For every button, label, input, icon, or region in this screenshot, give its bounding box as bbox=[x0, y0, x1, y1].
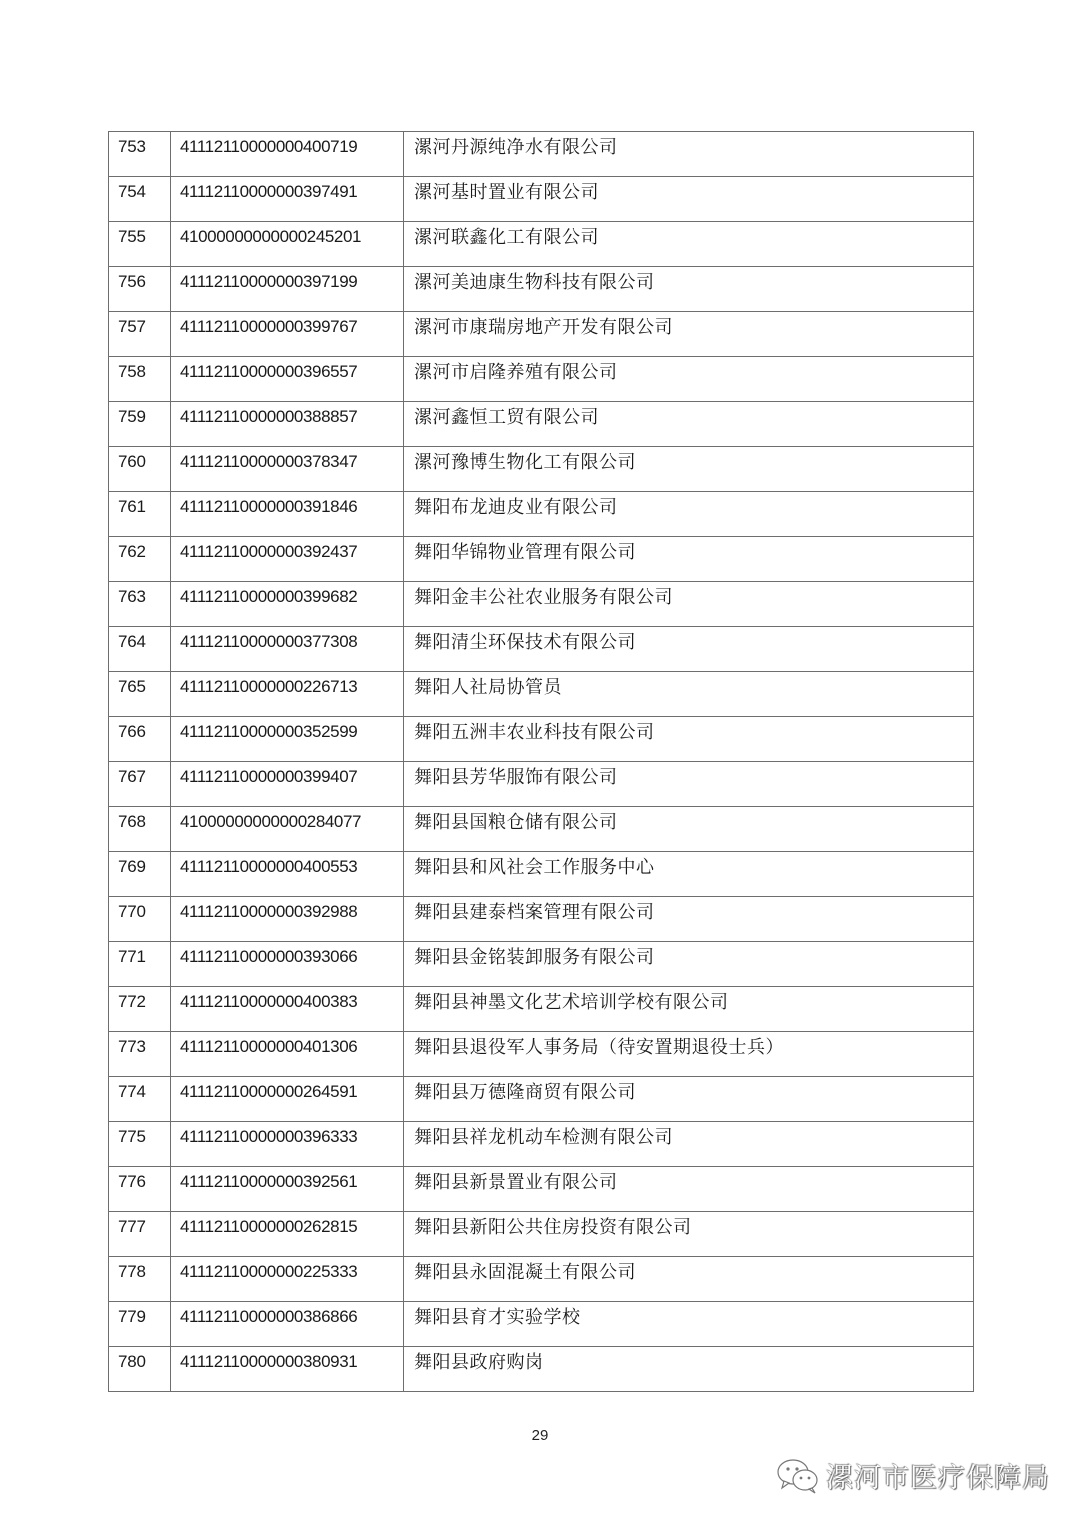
unit-name-cell bbox=[404, 1302, 974, 1347]
row-number-cell bbox=[109, 897, 171, 942]
unit-code-cell-text: 41000000000000245201 bbox=[180, 227, 362, 245]
row-number-cell-text: 762 bbox=[118, 542, 146, 560]
row-number-cell bbox=[109, 177, 171, 222]
table-row bbox=[109, 987, 974, 1032]
table-row bbox=[109, 1212, 974, 1257]
unit-code-cell bbox=[171, 1257, 404, 1302]
unit-name-cell-text: 舞阳县国粮仓储有限公司 bbox=[414, 812, 618, 831]
unit-name-cell-text: 舞阳县和风社会工作服务中心 bbox=[414, 857, 655, 876]
unit-name-cell bbox=[404, 627, 974, 672]
unit-name-cell-text: 舞阳县育才实验学校 bbox=[414, 1307, 581, 1326]
unit-code-cell-text: 41112110000000392988 bbox=[180, 902, 358, 920]
unit-code-cell bbox=[171, 402, 404, 447]
table-row bbox=[109, 132, 974, 177]
table-row bbox=[109, 627, 974, 672]
table-row bbox=[109, 1077, 974, 1122]
table-row bbox=[109, 1302, 974, 1347]
unit-code-cell-text: 41112110000000396333 bbox=[180, 1127, 358, 1145]
unit-name-cell-text: 舞阳华锦物业管理有限公司 bbox=[414, 542, 636, 561]
unit-code-cell-text: 41112110000000396557 bbox=[180, 362, 358, 380]
row-number-cell-text: 753 bbox=[118, 137, 146, 155]
table-row bbox=[109, 402, 974, 447]
table-row bbox=[109, 357, 974, 402]
unit-code-cell bbox=[171, 1212, 404, 1257]
table-row bbox=[109, 762, 974, 807]
unit-name-cell bbox=[404, 807, 974, 852]
unit-code-cell bbox=[171, 1122, 404, 1167]
employer-list-table bbox=[108, 131, 974, 1392]
watermark-text: 漯河市医疗保障局 bbox=[826, 1463, 1050, 1493]
unit-code-cell bbox=[171, 447, 404, 492]
row-number-cell bbox=[109, 402, 171, 447]
row-number-cell-text: 770 bbox=[118, 902, 146, 920]
row-number-cell-text: 776 bbox=[118, 1172, 146, 1190]
unit-name-cell-text: 漯河市启隆养殖有限公司 bbox=[414, 362, 618, 381]
unit-code-cell bbox=[171, 267, 404, 312]
row-number-cell bbox=[109, 762, 171, 807]
row-number-cell-text: 772 bbox=[118, 992, 146, 1010]
unit-code-cell-text: 41112110000000262815 bbox=[180, 1217, 358, 1235]
unit-name-cell bbox=[404, 1077, 974, 1122]
row-number-cell bbox=[109, 942, 171, 987]
unit-code-cell bbox=[171, 1167, 404, 1212]
unit-code-cell-text: 41112110000000386866 bbox=[180, 1307, 358, 1325]
unit-name-cell-text: 舞阳五洲丰农业科技有限公司 bbox=[414, 722, 655, 741]
row-number-cell-text: 761 bbox=[118, 497, 146, 515]
unit-code-cell bbox=[171, 762, 404, 807]
unit-name-cell-text: 舞阳县祥龙机动车检测有限公司 bbox=[414, 1127, 673, 1146]
page-number: 29 bbox=[531, 1427, 549, 1444]
unit-code-cell-text: 41112110000000226713 bbox=[180, 677, 358, 695]
table-row bbox=[109, 852, 974, 897]
table-row bbox=[109, 1167, 974, 1212]
table-row bbox=[109, 717, 974, 762]
unit-code-cell-text: 41112110000000377308 bbox=[180, 632, 358, 650]
unit-name-cell-text: 漯河联鑫化工有限公司 bbox=[414, 227, 599, 246]
unit-name-cell-text: 漯河市康瑞房地产开发有限公司 bbox=[414, 317, 673, 336]
unit-code-cell-text: 41112110000000400719 bbox=[180, 137, 358, 155]
unit-name-cell-text: 舞阳人社局协管员 bbox=[414, 677, 562, 696]
unit-code-cell-text: 41112110000000378347 bbox=[180, 452, 358, 470]
row-number-cell bbox=[109, 1122, 171, 1167]
table-row bbox=[109, 177, 974, 222]
unit-name-cell bbox=[404, 897, 974, 942]
table-row bbox=[109, 1032, 974, 1077]
row-number-cell-text: 768 bbox=[118, 812, 146, 830]
row-number-cell bbox=[109, 447, 171, 492]
unit-code-cell-text: 41112110000000399767 bbox=[180, 317, 358, 335]
unit-name-cell bbox=[404, 312, 974, 357]
unit-code-cell-text: 41112110000000399682 bbox=[180, 587, 358, 605]
row-number-cell bbox=[109, 807, 171, 852]
unit-name-cell-text: 舞阳县神墨文化艺术培训学校有限公司 bbox=[414, 992, 729, 1011]
unit-name-cell-text: 漯河鑫恒工贸有限公司 bbox=[414, 407, 599, 426]
row-number-cell bbox=[109, 312, 171, 357]
unit-code-cell-text: 41112110000000400553 bbox=[180, 857, 358, 875]
table-row bbox=[109, 537, 974, 582]
unit-name-cell bbox=[404, 762, 974, 807]
row-number-cell bbox=[109, 492, 171, 537]
row-number-cell-text: 765 bbox=[118, 677, 146, 695]
unit-code-cell-text: 41112110000000225333 bbox=[180, 1262, 358, 1280]
row-number-cell-text: 766 bbox=[118, 722, 146, 740]
row-number-cell bbox=[109, 1347, 171, 1392]
unit-code-cell bbox=[171, 357, 404, 402]
unit-code-cell bbox=[171, 897, 404, 942]
unit-name-cell-text: 舞阳县芳华服饰有限公司 bbox=[414, 767, 618, 786]
row-number-cell-text: 777 bbox=[118, 1217, 146, 1235]
unit-code-cell bbox=[171, 1077, 404, 1122]
unit-name-cell bbox=[404, 132, 974, 177]
row-number-cell-text: 757 bbox=[118, 317, 146, 335]
table-row bbox=[109, 312, 974, 357]
row-number-cell bbox=[109, 1257, 171, 1302]
wechat-icon bbox=[776, 1457, 820, 1495]
row-number-cell bbox=[109, 582, 171, 627]
table-row bbox=[109, 1347, 974, 1392]
unit-name-cell-text: 漯河美迪康生物科技有限公司 bbox=[414, 272, 655, 291]
unit-name-cell-text: 舞阳县万德隆商贸有限公司 bbox=[414, 1082, 636, 1101]
row-number-cell bbox=[109, 222, 171, 267]
unit-code-cell-text: 41112110000000352599 bbox=[180, 722, 358, 740]
table-row bbox=[109, 942, 974, 987]
unit-code-cell bbox=[171, 222, 404, 267]
unit-code-cell-text: 41112110000000401306 bbox=[180, 1037, 358, 1055]
row-number-cell bbox=[109, 1302, 171, 1347]
row-number-cell bbox=[109, 852, 171, 897]
unit-name-cell bbox=[404, 357, 974, 402]
row-number-cell-text: 771 bbox=[118, 947, 146, 965]
unit-code-cell-text: 41112110000000397199 bbox=[180, 272, 358, 290]
unit-code-cell bbox=[171, 852, 404, 897]
unit-code-cell-text: 41112110000000393066 bbox=[180, 947, 358, 965]
table-row bbox=[109, 447, 974, 492]
unit-name-cell bbox=[404, 942, 974, 987]
row-number-cell-text: 763 bbox=[118, 587, 146, 605]
unit-name-cell bbox=[404, 492, 974, 537]
unit-code-cell bbox=[171, 492, 404, 537]
unit-name-cell bbox=[404, 852, 974, 897]
row-number-cell bbox=[109, 357, 171, 402]
row-number-cell-text: 769 bbox=[118, 857, 146, 875]
table-body bbox=[109, 132, 974, 1392]
row-number-cell bbox=[109, 1212, 171, 1257]
row-number-cell bbox=[109, 267, 171, 312]
row-number-cell bbox=[109, 627, 171, 672]
unit-code-cell bbox=[171, 1302, 404, 1347]
unit-name-cell-text: 舞阳县金铭装卸服务有限公司 bbox=[414, 947, 655, 966]
unit-name-cell bbox=[404, 1212, 974, 1257]
unit-name-cell bbox=[404, 177, 974, 222]
wechat-watermark bbox=[776, 1456, 1050, 1495]
unit-name-cell-text: 舞阳县新景置业有限公司 bbox=[414, 1172, 618, 1191]
row-number-cell-text: 767 bbox=[118, 767, 146, 785]
row-number-cell-text: 778 bbox=[118, 1262, 146, 1280]
table-row bbox=[109, 672, 974, 717]
table-row bbox=[109, 267, 974, 312]
unit-name-cell-text: 舞阳县退役军人事务局（待安置期退役士兵） bbox=[414, 1037, 784, 1056]
unit-code-cell-text: 41000000000000284077 bbox=[180, 812, 362, 830]
unit-code-cell-text: 41112110000000392561 bbox=[180, 1172, 358, 1190]
unit-code-cell-text: 41112110000000380931 bbox=[180, 1352, 358, 1370]
row-number-cell-text: 775 bbox=[118, 1127, 146, 1145]
unit-code-cell bbox=[171, 717, 404, 762]
unit-name-cell-text: 漯河豫博生物化工有限公司 bbox=[414, 452, 636, 471]
row-number-cell bbox=[109, 537, 171, 582]
unit-code-cell bbox=[171, 1347, 404, 1392]
unit-name-cell bbox=[404, 222, 974, 267]
unit-code-cell bbox=[171, 312, 404, 357]
unit-name-cell bbox=[404, 447, 974, 492]
table-row bbox=[109, 807, 974, 852]
row-number-cell bbox=[109, 1032, 171, 1077]
unit-code-cell bbox=[171, 132, 404, 177]
unit-name-cell bbox=[404, 672, 974, 717]
unit-name-cell bbox=[404, 537, 974, 582]
row-number-cell-text: 779 bbox=[118, 1307, 146, 1325]
unit-code-cell-text: 41112110000000399407 bbox=[180, 767, 358, 785]
row-number-cell-text: 759 bbox=[118, 407, 146, 425]
unit-code-cell-text: 41112110000000264591 bbox=[180, 1082, 358, 1100]
unit-name-cell-text: 舞阳清尘环保技术有限公司 bbox=[414, 632, 636, 651]
table-row bbox=[109, 492, 974, 537]
unit-name-cell bbox=[404, 267, 974, 312]
unit-name-cell-text: 漯河基时置业有限公司 bbox=[414, 182, 599, 201]
unit-code-cell bbox=[171, 537, 404, 582]
unit-code-cell bbox=[171, 177, 404, 222]
unit-code-cell bbox=[171, 672, 404, 717]
unit-name-cell bbox=[404, 402, 974, 447]
unit-name-cell bbox=[404, 1347, 974, 1392]
unit-name-cell bbox=[404, 1122, 974, 1167]
row-number-cell bbox=[109, 1167, 171, 1212]
unit-name-cell-text: 舞阳县政府购岗 bbox=[414, 1352, 544, 1371]
row-number-cell-text: 760 bbox=[118, 452, 146, 470]
row-number-cell bbox=[109, 672, 171, 717]
unit-code-cell-text: 41112110000000400383 bbox=[180, 992, 358, 1010]
unit-name-cell bbox=[404, 1257, 974, 1302]
unit-name-cell-text: 舞阳金丰公社农业服务有限公司 bbox=[414, 587, 673, 606]
row-number-cell-text: 756 bbox=[118, 272, 146, 290]
row-number-cell-text: 755 bbox=[118, 227, 146, 245]
unit-code-cell-text: 41112110000000392437 bbox=[180, 542, 358, 560]
row-number-cell-text: 758 bbox=[118, 362, 146, 380]
unit-name-cell bbox=[404, 717, 974, 762]
row-number-cell-text: 780 bbox=[118, 1352, 146, 1370]
table-row bbox=[109, 1257, 974, 1302]
unit-code-cell bbox=[171, 807, 404, 852]
unit-code-cell-text: 41112110000000391846 bbox=[180, 497, 358, 515]
unit-code-cell bbox=[171, 627, 404, 672]
row-number-cell-text: 774 bbox=[118, 1082, 146, 1100]
unit-code-cell bbox=[171, 942, 404, 987]
table-row bbox=[109, 582, 974, 627]
unit-code-cell-text: 41112110000000388857 bbox=[180, 407, 358, 425]
row-number-cell bbox=[109, 1077, 171, 1122]
row-number-cell-text: 754 bbox=[118, 182, 146, 200]
row-number-cell bbox=[109, 987, 171, 1032]
unit-name-cell bbox=[404, 582, 974, 627]
unit-name-cell-text: 漯河丹源纯净水有限公司 bbox=[414, 137, 618, 156]
row-number-cell bbox=[109, 717, 171, 762]
unit-code-cell bbox=[171, 1032, 404, 1077]
unit-name-cell-text: 舞阳布龙迪皮业有限公司 bbox=[414, 497, 618, 516]
unit-code-cell bbox=[171, 582, 404, 627]
unit-name-cell-text: 舞阳县永固混凝土有限公司 bbox=[414, 1262, 636, 1281]
table-row bbox=[109, 1122, 974, 1167]
unit-name-cell bbox=[404, 1032, 974, 1077]
unit-name-cell-text: 舞阳县建泰档案管理有限公司 bbox=[414, 902, 655, 921]
table-row bbox=[109, 897, 974, 942]
row-number-cell-text: 764 bbox=[118, 632, 146, 650]
row-number-cell-text: 773 bbox=[118, 1037, 146, 1055]
row-number-cell bbox=[109, 132, 171, 177]
table-row bbox=[109, 222, 974, 267]
unit-name-cell-text: 舞阳县新阳公共住房投资有限公司 bbox=[414, 1217, 692, 1236]
unit-name-cell bbox=[404, 987, 974, 1032]
unit-code-cell-text: 41112110000000397491 bbox=[180, 182, 358, 200]
unit-code-cell bbox=[171, 987, 404, 1032]
unit-name-cell bbox=[404, 1167, 974, 1212]
